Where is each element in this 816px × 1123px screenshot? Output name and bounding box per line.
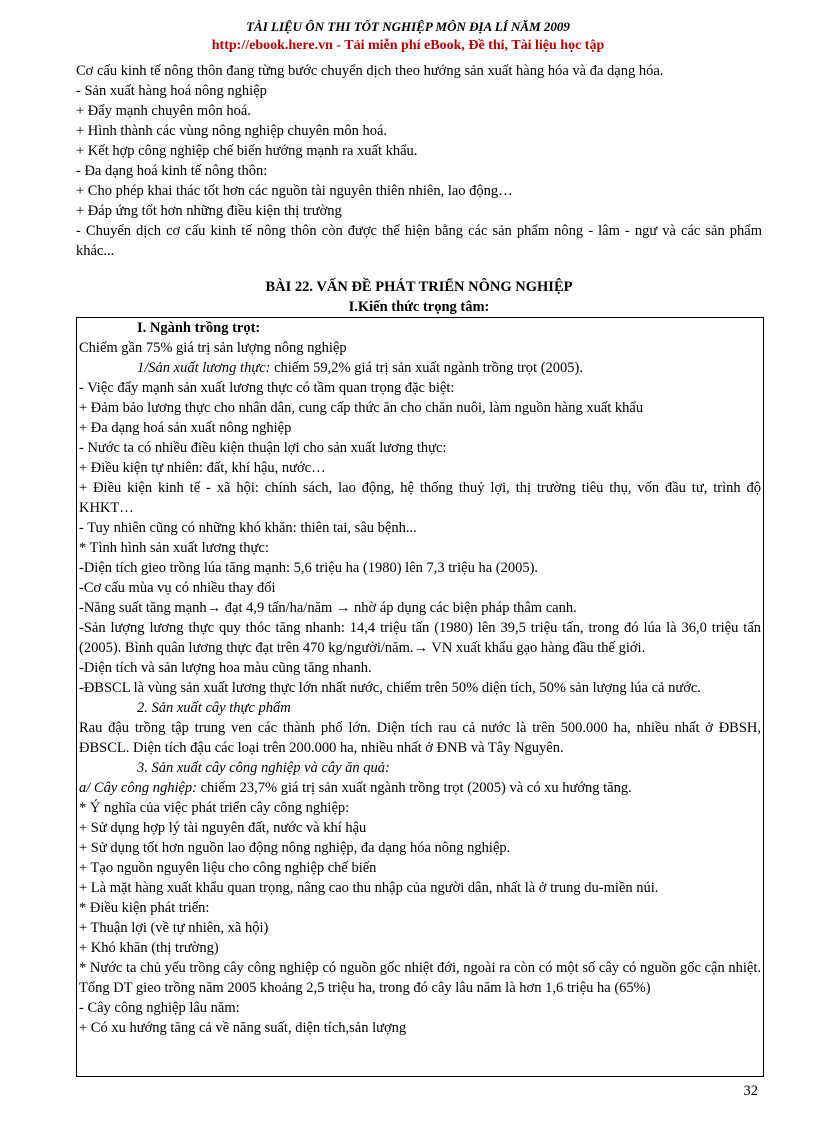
box-line: + Sử dụng hợp lý tài nguyên đất, nước và khí hậu	[79, 820, 367, 836]
subsection-label: a/ Cây công nghiệp:	[79, 780, 197, 796]
content-box	[76, 317, 764, 1077]
box-line: + Sử dụng tốt hơn nguồn lao động nông nghiệp, đa dạng hóa nông nghiệp.	[79, 840, 511, 856]
subsection-label: 1/Sản xuất lương thực:	[137, 360, 271, 376]
intro-line: - Chuyển dịch cơ cấu kinh tế nông thôn còn được thể hiện bằng các sản phẩm nông - lâm - ngư và các sản phẩm khác...	[76, 223, 762, 259]
box-line: + Thuận lợi (về tự nhiên, xã hội)	[79, 920, 269, 936]
box-line: - Nước ta có nhiều điều kiện thuận lợi cho sản xuất lương thực:	[79, 440, 447, 456]
header-title: TÀI LIỆU ÔN THI TỐT NGHIỆP MÔN ĐỊA LÍ NĂM 2009	[246, 19, 570, 34]
header-link-line	[0, 36, 816, 56]
box-line: -ĐBSCL là vùng sản xuất lương thực lớn nhất nước, chiếm trên 50% diện tích, 50% sản lượng lúa cả nước.	[79, 680, 701, 696]
header-link-separator: -	[332, 38, 345, 53]
subsection-heading: 2. Sản xuất cây thực phẩm	[137, 700, 291, 716]
box-line: -Diện tích và sản lượng hoa màu cũng tăng nhanh.	[79, 660, 372, 676]
box-line: Rau đậu trồng tập trung ven các thành phố lớn. Diện tích rau cả nước là trên 500.000 ha, nhiều nhất ở ĐBSH, ĐBSCL. Diện tích đậu các loại trên 200.000 ha, nhiều nhất ở ĐNB và Tây Nguyên.	[79, 720, 761, 756]
intro-line: + Cho phép khai thác tốt hơn các nguồn tài nguyên thiên nhiên, lao động…	[76, 183, 513, 199]
lesson-title: BÀI 22. VẤN ĐỀ PHÁT TRIỂN NÔNG NGHIỆP	[265, 279, 573, 295]
box-line: - Việc đẩy mạnh sản xuất lương thực có tầm quan trọng đặc biệt:	[79, 380, 455, 396]
box-line: -Diện tích gieo trồng lúa tăng mạnh: 5,6 triệu ha (1980) lên 7,3 triệu ha (2005).	[79, 560, 539, 576]
box-line: + Đa dạng hoá sản xuất nông nghiệp	[79, 420, 292, 436]
subsection-line	[79, 358, 761, 378]
box-line: + Khó khăn (thị trường)	[79, 940, 219, 956]
intro-line: Cơ cấu kinh tế nông thôn đang từng bước chuyển dịch theo hướng sản xuất hàng hóa và đa dạng hóa.	[76, 63, 664, 79]
box-line: * Nước ta chủ yếu trồng cây công nghiệp có nguồn gốc nhiệt đới, ngoài ra còn có một số cây có nguồn gốc cận nhiệt. Tổng DT gieo trồng năm 2005 khoảng 2,5 triệu ha, trong đó cây lâu năm là hơn 1,6 triệu ha (65%)	[79, 960, 761, 996]
box-line: * Ý nghĩa của việc phát triển cây công nghiệp:	[79, 800, 350, 816]
subsection-text: chiếm 59,2% giá trị sản xuất ngành trồng trọt (2005).	[270, 360, 583, 376]
box-line: + Điều kiện kinh tế - xã hội: chính sách, lao động, hệ thống thuỷ lợi, thị trường tiêu thụ, vốn đầu tư, trình độ KHKT…	[79, 480, 761, 516]
box-line: -Cơ cấu mùa vụ có nhiều thay đổi	[79, 580, 276, 596]
lesson-heading	[76, 277, 762, 317]
box-line: Chiếm gần 75% giá trị sản lượng nông nghiệp	[79, 340, 347, 356]
box-line: + Là mặt hàng xuất khẩu quan trọng, nâng cao thu nhập của người dân, nhất là ở trung du-miền núi.	[79, 880, 659, 896]
box-line: + Tạo nguồn nguyên liệu cho công nghiệp chế biến	[79, 860, 377, 876]
subsection-text: chiếm 23,7% giá trị sản xuất ngành trồng trọt (2005) và có xu hướng tăng.	[197, 780, 632, 796]
section-heading: I. Ngành trồng trọt:	[137, 320, 261, 336]
subsection-line	[79, 778, 761, 798]
header-link-description: Tải miễn phí eBook, Đề thi, Tài liệu học tập	[344, 38, 605, 53]
box-line: * Tình hình sản xuất lương thực:	[79, 540, 269, 556]
box-line: - Cây công nghiệp lâu năm:	[79, 1000, 240, 1016]
header-link[interactable]: http://ebook.here.vn	[211, 38, 333, 53]
intro-line: + Đáp ứng tốt hơn những điều kiện thị trường	[76, 203, 342, 219]
page-number: 32	[743, 1083, 758, 1099]
intro-section	[76, 61, 762, 261]
intro-line: - Sản xuất hàng hoá nông nghiệp	[76, 83, 267, 99]
box-line: + Đảm bảo lương thực cho nhân dân, cung cấp thức ăn cho chăn nuôi, làm nguồn hàng xuất khẩu	[79, 400, 644, 416]
intro-line: + Kết hợp công nghiệp chế biến hướng mạnh ra xuất khẩu.	[76, 143, 418, 159]
subsection-heading: 3. Sản xuất cây công nghiệp và cây ăn quả:	[137, 760, 390, 776]
page-header	[0, 18, 816, 56]
box-line: -Sản lượng lương thực quy thóc tăng nhanh: 14,4 triệu tấn (1980) lên 39,5 triệu tấn, trong đó lúa là 36,0 triệu tấn (2005). Bình quân lương thực đạt trên 470 kg/người/năm.→ VN xuất khẩu gạo hàng đầu thế giới.	[79, 620, 761, 656]
intro-line: - Đa dạng hoá kinh tế nông thôn:	[76, 163, 268, 179]
intro-line: + Hình thành các vùng nông nghiệp chuyên môn hoá.	[76, 123, 387, 139]
box-line: -Năng suất tăng mạnh→ đạt 4,9 tấn/ha/năm → nhờ áp dụng các biện pháp thâm canh.	[79, 600, 577, 616]
box-line: - Tuy nhiên cũng có những khó khăn: thiên tai, sâu bệnh...	[79, 520, 417, 536]
box-line: * Điều kiện phát triển:	[79, 900, 210, 916]
box-line: + Có xu hướng tăng cả về năng suất, diện tích,sản lượng	[79, 1020, 407, 1036]
intro-line: + Đẩy mạnh chuyên môn hoá.	[76, 103, 251, 119]
lesson-subtitle: I.Kiến thức trọng tâm:	[348, 299, 490, 315]
box-line: + Điều kiện tự nhiên: đất, khí hậu, nước…	[79, 460, 326, 476]
